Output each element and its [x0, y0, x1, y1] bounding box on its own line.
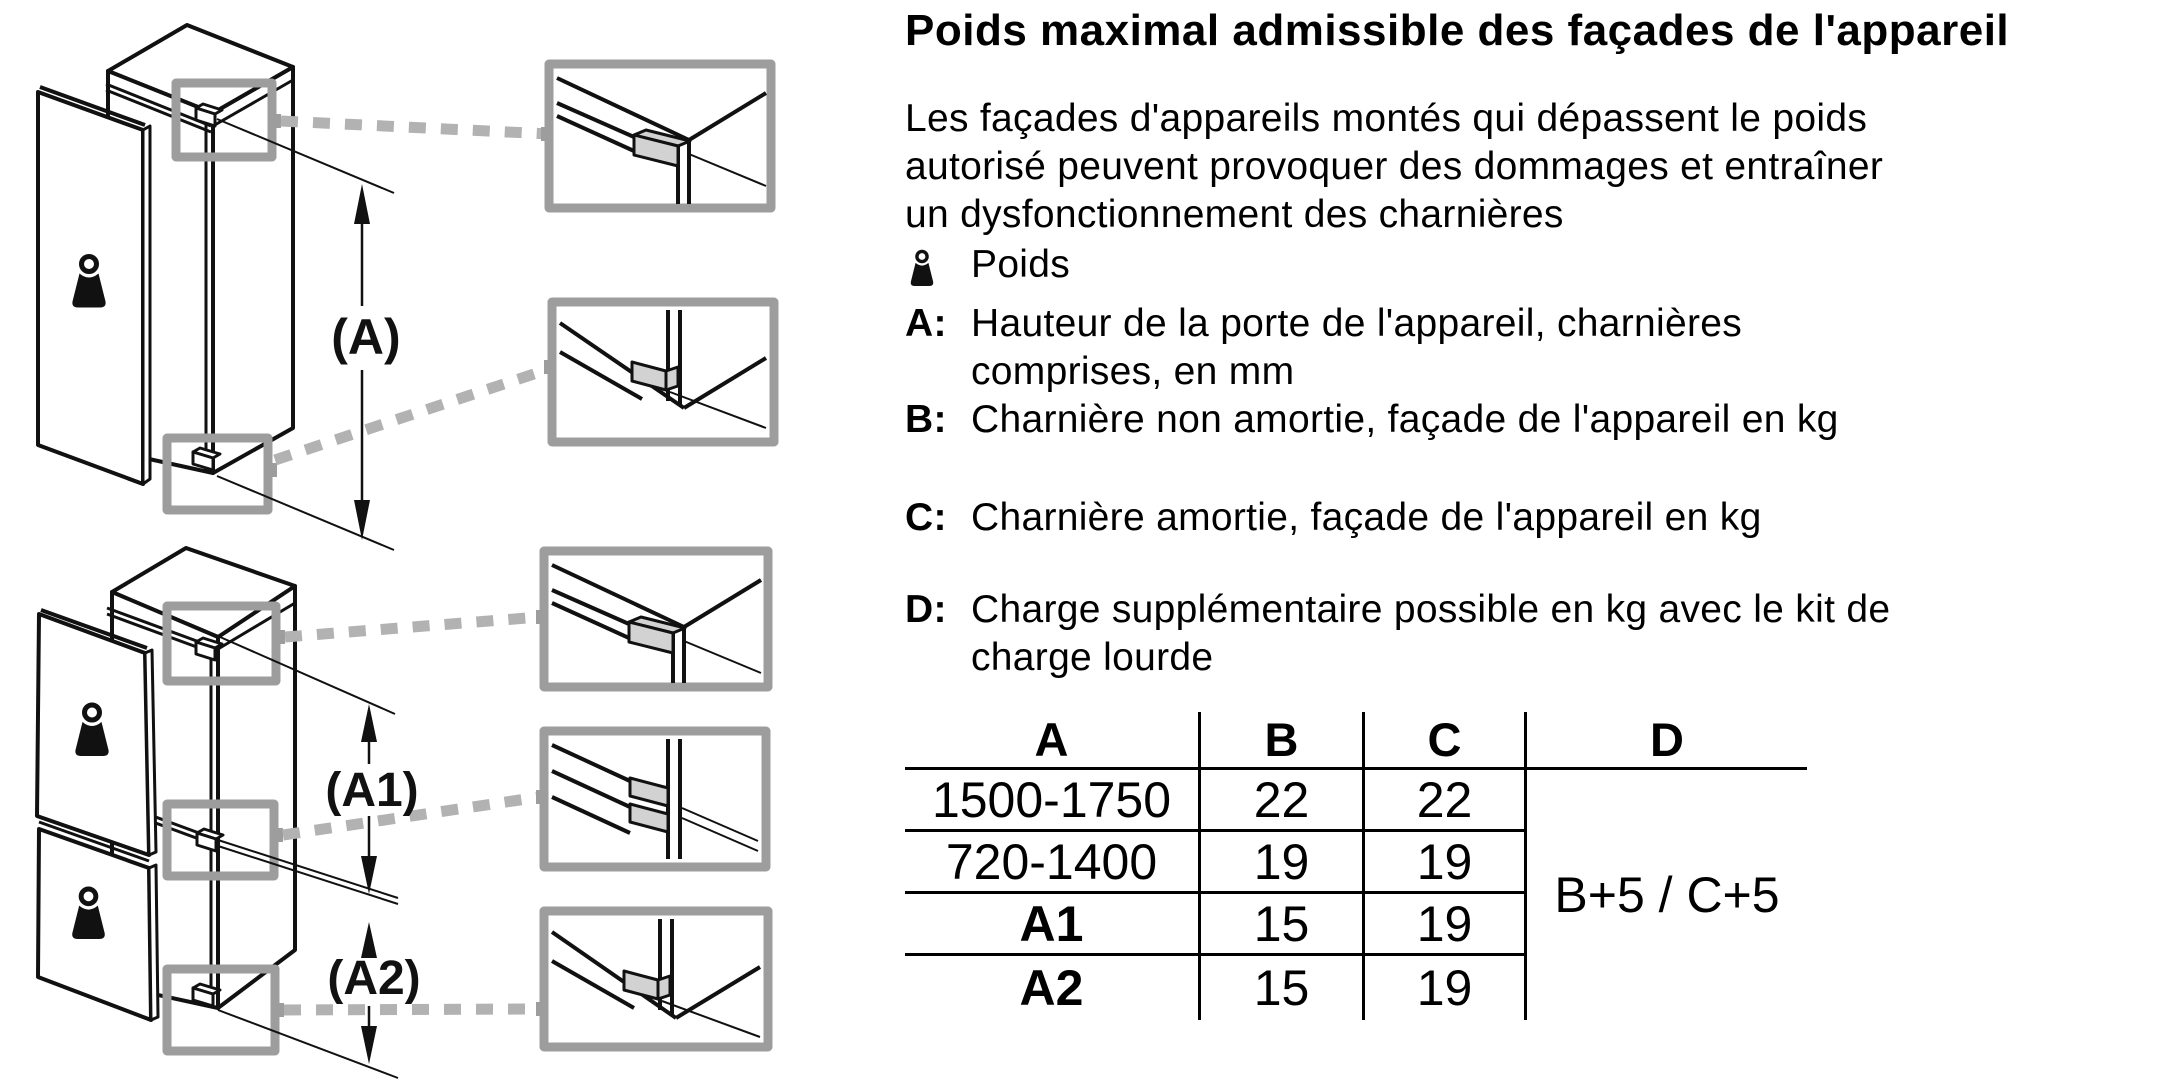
table-cell: 19	[1362, 894, 1524, 956]
table-cell: 15	[1198, 956, 1362, 1020]
dashed-connectors	[275, 121, 552, 460]
dimension-a-label: (A)	[331, 309, 401, 365]
legend-poids-label: Poids	[971, 243, 1071, 287]
legend-key-c: C:	[905, 496, 947, 540]
legend-item-a	[905, 300, 2155, 396]
legend-item-b	[905, 396, 2155, 444]
table-cell: 19	[1362, 832, 1524, 894]
double-door-diagram	[37, 548, 768, 1078]
legend-key-b: B:	[905, 398, 947, 442]
legend-c-line: Charnière amortie, façade de l'appareil en kg	[971, 496, 1762, 540]
table-cell: 19	[1362, 956, 1524, 1020]
detail-box-top-hinge	[536, 551, 768, 687]
dimension-a1-label: (A1)	[325, 764, 419, 817]
legend-item-c	[905, 494, 2155, 542]
detail-box-top-hinge	[541, 64, 771, 208]
table-cell: A2	[1019, 960, 1084, 1017]
weight-table	[905, 712, 2155, 1020]
installation-diagrams	[0, 0, 880, 1080]
table-header-d: D	[1524, 712, 1807, 770]
legend-key-d: D:	[905, 588, 947, 632]
page-title: Poids maximal admissible des façades de l'appareil	[905, 6, 2010, 55]
connector-tab	[268, 463, 277, 477]
table-cell: 22	[1362, 770, 1524, 832]
instructions-panel	[905, 6, 2155, 1020]
paragraph-line: Les façades d'appareils montés qui dépassent le poids	[905, 97, 1868, 141]
table-cell: A1	[905, 894, 1198, 956]
connector-tab	[275, 1003, 284, 1017]
legend-a-line: comprises, en mm	[971, 350, 1295, 394]
legend-list	[905, 241, 2155, 682]
legend-a-line: Hauteur de la porte de l'appareil, charnières	[971, 302, 1743, 346]
connector-tab	[274, 828, 283, 842]
dimension-a2-label: (A2)	[327, 952, 421, 1005]
detail-box-bottom-hinge	[536, 911, 768, 1047]
paragraph-line: un dysfonctionnement des charnières	[905, 193, 1564, 237]
single-door-diagram	[38, 25, 774, 550]
legend-key-a: A:	[905, 302, 947, 346]
weight-icon	[905, 248, 939, 288]
table-cell: 19	[1198, 832, 1362, 894]
table-cell: 1500-1750	[905, 770, 1198, 832]
legend-item-d	[905, 586, 2155, 682]
detail-box-bottom-hinge	[544, 302, 774, 442]
legend-d-line: Charge supplémentaire possible en kg avec le kit de	[971, 588, 1891, 632]
legend-d-line: charge lourde	[971, 636, 1214, 680]
table-cell: 15	[1198, 894, 1362, 956]
table-cell: 22	[1198, 770, 1362, 832]
table-cell-d-merged: B+5 / C+5	[1524, 770, 1807, 1020]
table-header-c: C	[1362, 712, 1524, 770]
paragraph-line: autorisé peuvent provoquer des dommages et entraîner	[905, 145, 1884, 189]
legend-b-line: Charnière non amortie, façade de l'appareil en kg	[971, 398, 1839, 442]
table-header-a: A	[905, 712, 1198, 770]
connector-tab	[276, 630, 285, 644]
connector-tab	[272, 114, 281, 128]
table-cell: 720-1400	[905, 832, 1198, 894]
legend-item-poids	[905, 241, 2155, 300]
detail-box-middle-hinge	[536, 731, 766, 867]
warning-paragraph	[905, 95, 2155, 239]
table-header-b: B	[1198, 712, 1362, 770]
